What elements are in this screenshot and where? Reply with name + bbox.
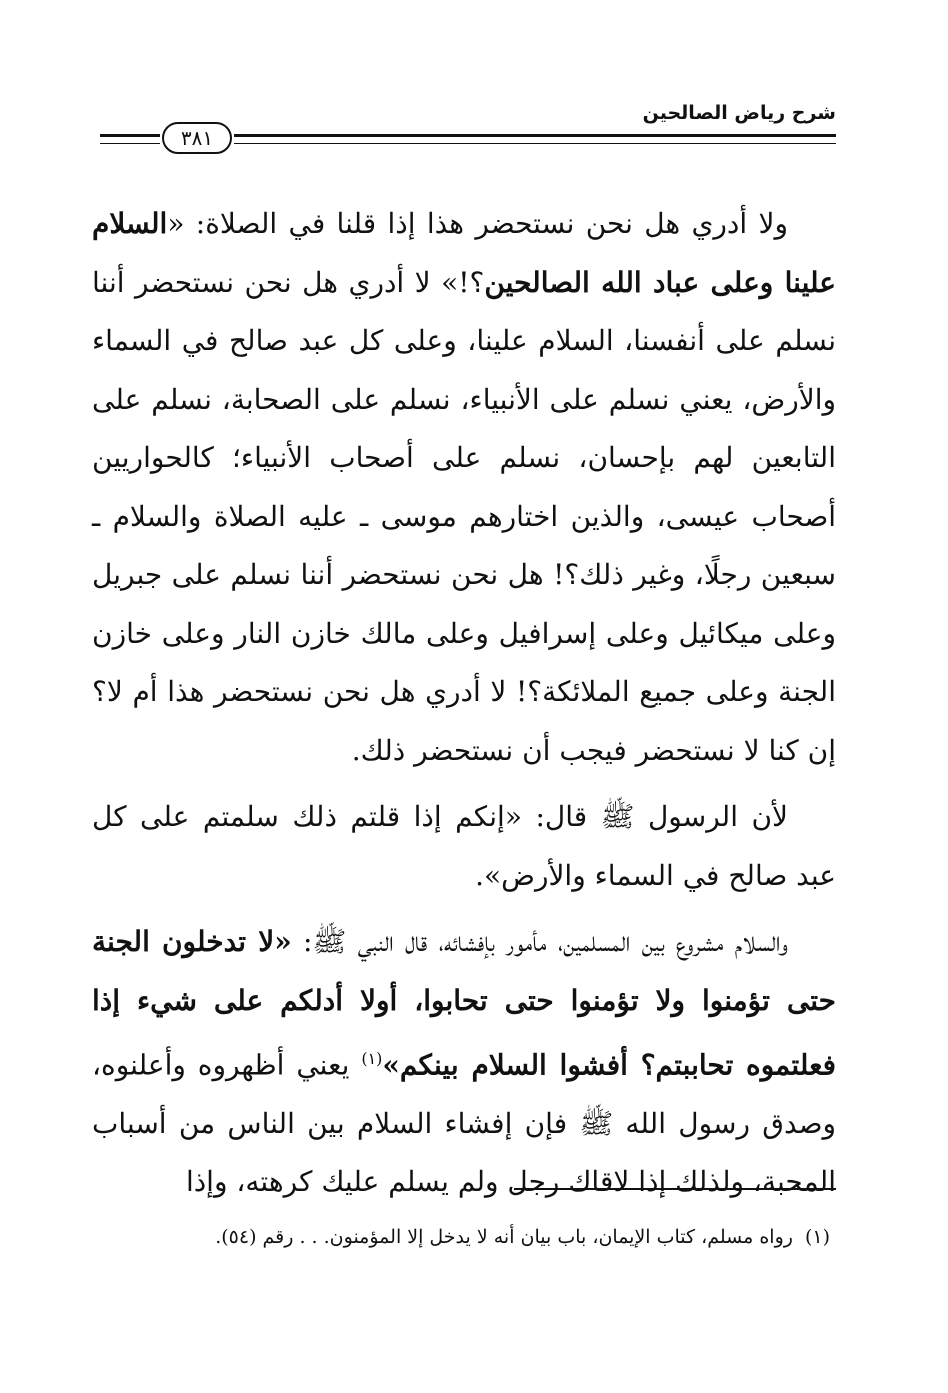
- paragraph-1-intro: ولا أدري هل نحن نستحضر هذا إذا قلنا في الصلاة: «: [167, 207, 788, 240]
- page-header: [98, 100, 836, 160]
- paragraph-1-body: ؟!» لا أدري هل نحن نستحضر أننا نسلم على أنفسنا، السلام علينا، وعلى كل عبد صالح في السماء والأرض، يعني نسلم على الأنبياء، نسلم على الصحابة، نسلم على التابعين لهم بإحسان، نسلم على أصحاب الأنبياء؛ كالحواريين أصحاب عيسى، والذين اختارهم موسى ـ عليه الصلاة والسلام ـ سبعين رجلًا، وغير ذلك؟! هل نحن نستحضر أننا نسلم على جبريل وعلى ميكائيل وعلى إسرافيل وعلى مالك خازن النار وعلى خازن الجنة وعلى جميع الملائكة؟! لا أدري هل نحن نستحضر هذا أم لا؟ إن كنا لا نستحضر فيجب أن نستحضر ذلك.: [92, 265, 836, 767]
- paragraph-2: [92, 788, 836, 905]
- paragraph-3-intro: والسلام مشروع بين المسلمين، مأمور بإفشائه، قال النبي ﷺ:: [303, 925, 789, 958]
- quoted-tashahhud: السلام علينا وعلى عباد الله الصالحين: [92, 207, 836, 299]
- footnote-text: رواه مسلم، كتاب الإيمان، باب بيان أنه لا يدخل إلا المؤمنون. . . رقم (٥٤).: [215, 1226, 793, 1248]
- paragraph-3-body: يعني أظهروه وأعلنوه، وصدق رسول الله ﷺ فإن إفشاء السلام بين الناس من أسباب المحبة، ولذلك إذا لاقاك رجل ولم يسلم عليك كرهته، وإذا: [92, 1048, 836, 1199]
- paragraph-1: [92, 195, 836, 780]
- footnote-marker: (١): [361, 1049, 383, 1068]
- footnote-number: (١): [804, 1226, 830, 1248]
- footnote-separator: [514, 1188, 836, 1190]
- header-rule-left: [100, 134, 160, 144]
- footnote: [110, 1222, 830, 1252]
- page-number: ٣٨١: [162, 122, 232, 154]
- book-title: شرح رياض الصالحين: [642, 102, 836, 124]
- quoted-hadith: «لا تدخلون الجنة حتى تؤمنوا ولا تؤمنوا حتى تحابوا، أولا أدلكم على شيء إذا فعلتموه تحاببتم؟ أفشوا السلام بينكم»: [92, 925, 836, 1082]
- paragraph-3: [92, 913, 836, 1212]
- paragraph-2-text: لأن الرسول ﷺ قال: «إنكم إذا قلتم ذلك سلمتم على كل عبد صالح في السماء والأرض».: [92, 800, 836, 892]
- header-rule-right: [234, 134, 836, 144]
- body-text: [92, 195, 836, 1220]
